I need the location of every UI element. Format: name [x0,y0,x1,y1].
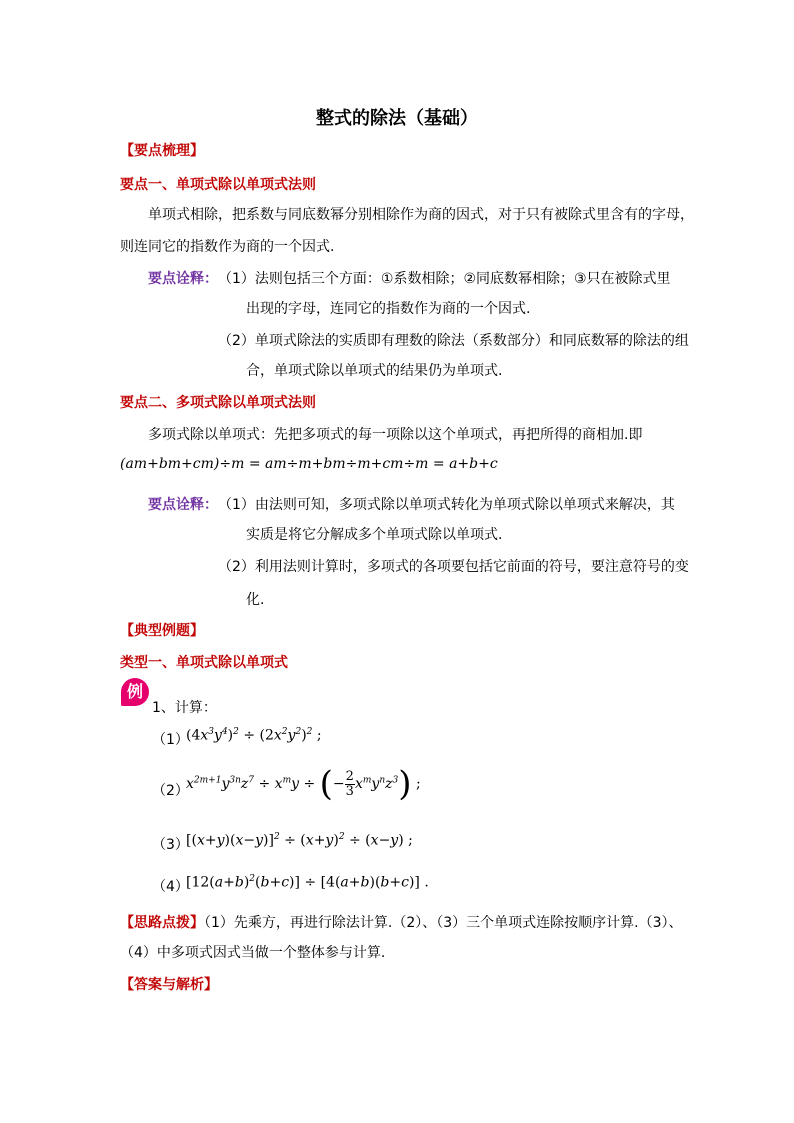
point1-para-line1: 单项式相除，把系数与同底数幂分别相除作为商的因式，对于只有被除式里含有的字母， [148,207,694,223]
question-intro: 1、计算： [152,700,217,716]
point1-heading: 要点一、单项式除以单项式法则 [120,177,316,193]
point2-para: 多项式除以单项式：先把多项式的每一项除以这个单项式，再把所得的商相加.即 [148,427,643,443]
hint-line1 [120,912,683,932]
point2-heading: 要点二、多项式除以单项式法则 [120,395,316,411]
hint-line2: （4）中多项式因式当做一个整体参与计算. [120,945,386,961]
page-title: 整式的除法（基础） [316,108,478,129]
q2-number: （2） [152,783,189,799]
q1-number: （1） [152,732,189,748]
point1-para-line2: 则连同它的指数作为商的一个因式. [120,239,335,255]
point2-formula: (am+bm+cm)÷m = am÷m+bm÷m+cm÷m = a+b+c [120,456,498,472]
hint-text-line1: （1）先乘方，再进行除法计算.（2）、（3）三个单项式连除按顺序计算.（3）、 [204,915,683,931]
point2-note-label: 要点诠释： [148,497,218,513]
type1-heading: 类型一、单项式除以单项式 [120,655,288,671]
point2-note2-line2: 化. [246,592,265,608]
q1-expression: $(4x^3y^4)^2 \div (2x^2y^2)^2$ ; [186,727,322,744]
answer-heading: 【答案与解析】 [120,977,218,993]
q3-expression: $[(x+y)(x-y)]^2 \div (x+y)^2 \div (x-y)$ ; [186,832,413,849]
key-points-heading: 【要点梳理】 [120,143,204,159]
examples-heading: 【典型例题】 [120,623,204,639]
point1-note2-line2: 合，单项式除以单项式的结果仍为单项式. [246,363,503,379]
q3-number: （3） [152,837,189,853]
example-badge: 例 [121,678,149,706]
point2-note1-line1: （1）由法则可知，多项式除以单项式转化为单项式除以单项式来解决，其 [218,497,675,513]
q2-fraction-denominator: 3 [345,783,354,799]
point1-note2-line1: （2）单项式除法的实质即有理数的除法（系数部分）和同底数幂的除法的组 [218,333,689,349]
point2-note1-line2: 实质是将它分解成多个单项式除以单项式. [246,527,503,543]
point1-note1-line2: 出现的字母，连同它的指数作为商的一个因式. [246,301,531,317]
q4-expression: $[12(a+b)^2(b+c)] \div [4(a+b)(b+c)]$ . [186,874,429,891]
point2-note2-line1: （2）利用法则计算时，多项式的各项要包括它前面的符号，要注意符号的变 [218,559,689,575]
point1-note1-line1: （1）法则包括三个方面：①系数相除；②同底数幂相除；③只在被除式里 [218,271,671,287]
hint-label: 【思路点拨】 [120,915,204,931]
q4-number: （4） [152,879,189,895]
q2-expression: $x^{2m+1}y^{3n}z^7 \div x^my$ ÷ (− $\frac{2}{3}$ $x^my^nz^3$) ; [186,764,421,804]
point1-note-label: 要点诠释： [148,271,218,287]
q2-fraction-numerator: 2 [345,768,354,784]
